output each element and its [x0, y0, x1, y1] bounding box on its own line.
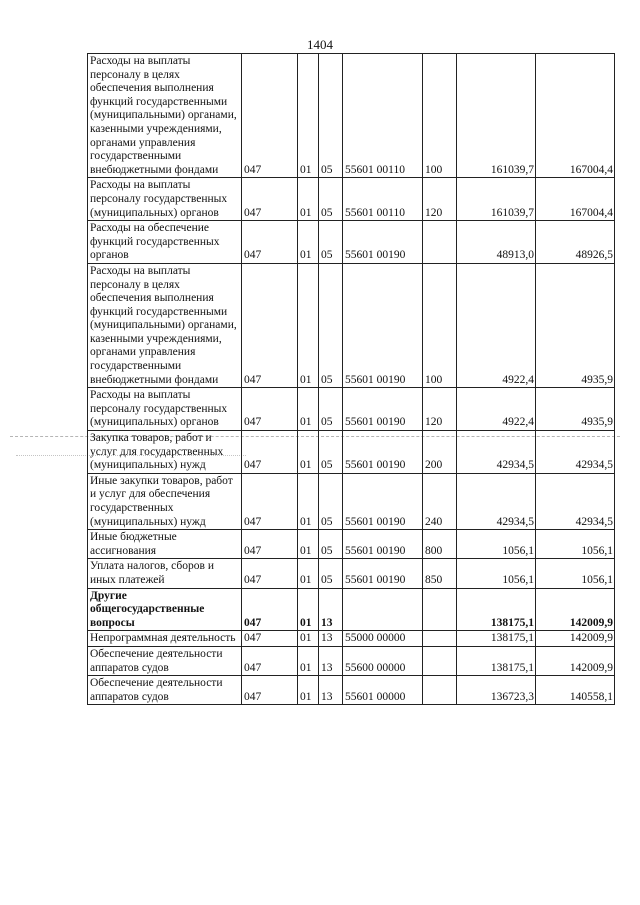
subsection-code-cell: 05	[319, 54, 343, 178]
expense-type-cell	[423, 631, 457, 647]
subsection-code-cell: 05	[319, 178, 343, 221]
sum-year-2-cell: 4935,9	[536, 263, 615, 387]
row-name-cell: Расходы на выплаты персоналу в целях обеспечения выполнения функций государственными (муниципальными) органами, казенными учреждениями, органами управления государственными внебюджетными фондами	[88, 54, 242, 178]
table-row	[88, 54, 615, 178]
target-article-cell: 55601 00190	[343, 473, 423, 529]
row-name-cell: Другие общегосударственные вопросы	[88, 588, 242, 631]
sum-year-1-cell: 4922,4	[457, 388, 536, 431]
sum-year-2-cell: 142009,9	[536, 588, 615, 631]
section-code-cell: 01	[298, 431, 319, 474]
section-code-cell: 01	[298, 54, 319, 178]
sum-year-2-cell: 142009,9	[536, 631, 615, 647]
section-code-cell: 01	[298, 530, 319, 559]
target-article-cell: 55000 00000	[343, 631, 423, 647]
section-code-cell: 01	[298, 388, 319, 431]
ministry-code-cell: 047	[242, 54, 298, 178]
sum-year-1-cell: 48913,0	[457, 221, 536, 264]
sum-year-1-cell: 161039,7	[457, 54, 536, 178]
ministry-code-cell: 047	[242, 559, 298, 588]
subsection-code-cell: 05	[319, 221, 343, 264]
subsection-code-cell: 05	[319, 431, 343, 474]
row-name-cell: Расходы на выплаты персоналу государственных (муниципальных) органов	[88, 178, 242, 221]
target-article-cell: 55601 00110	[343, 54, 423, 178]
sum-year-2-cell: 48926,5	[536, 221, 615, 264]
sum-year-2-cell: 42934,5	[536, 431, 615, 474]
subsection-code-cell: 05	[319, 473, 343, 529]
expense-type-cell: 240	[423, 473, 457, 529]
table-row	[88, 646, 615, 675]
sum-year-2-cell: 42934,5	[536, 473, 615, 529]
section-code-cell: 01	[298, 263, 319, 387]
sum-year-1-cell: 138175,1	[457, 588, 536, 631]
table-row	[88, 676, 615, 705]
row-name-cell: Обеспечение деятельности аппаратов судов	[88, 676, 242, 705]
ministry-code-cell: 047	[242, 646, 298, 675]
expense-type-cell: 100	[423, 54, 457, 178]
row-name-cell: Иные закупки товаров, работ и услуг для обеспечения государственных (муниципальных) нужд	[88, 473, 242, 529]
row-name-cell: Обеспечение деятельности аппаратов судов	[88, 646, 242, 675]
ministry-code-cell: 047	[242, 178, 298, 221]
table-row	[88, 473, 615, 529]
table-body	[88, 54, 615, 705]
expense-type-cell	[423, 588, 457, 631]
sum-year-1-cell: 42934,5	[457, 473, 536, 529]
section-code-cell: 01	[298, 676, 319, 705]
ministry-code-cell: 047	[242, 676, 298, 705]
subsection-code-cell: 05	[319, 388, 343, 431]
table-row	[88, 388, 615, 431]
expense-type-cell: 100	[423, 263, 457, 387]
sum-year-1-cell: 161039,7	[457, 178, 536, 221]
section-code-cell: 01	[298, 559, 319, 588]
table-row	[88, 588, 615, 631]
sum-year-1-cell: 1056,1	[457, 559, 536, 588]
subsection-code-cell: 13	[319, 676, 343, 705]
sum-year-2-cell: 142009,9	[536, 646, 615, 675]
ministry-code-cell: 047	[242, 588, 298, 631]
page-number: 1404	[307, 37, 333, 52]
target-article-cell: 55601 00190	[343, 221, 423, 264]
row-name-cell: Расходы на выплаты персоналу государственных (муниципальных) органов	[88, 388, 242, 431]
subsection-code-cell: 05	[319, 263, 343, 387]
row-name-cell: Расходы на обеспечение функций государственных органов	[88, 221, 242, 264]
row-name-cell: Уплата налогов, сборов и иных платежей	[88, 559, 242, 588]
table-row	[88, 631, 615, 647]
sum-year-2-cell: 1056,1	[536, 530, 615, 559]
sum-year-1-cell: 136723,3	[457, 676, 536, 705]
expense-type-cell	[423, 646, 457, 675]
ministry-code-cell: 047	[242, 221, 298, 264]
ministry-code-cell: 047	[242, 631, 298, 647]
target-article-cell: 55601 00190	[343, 530, 423, 559]
sum-year-2-cell: 1056,1	[536, 559, 615, 588]
sum-year-1-cell: 138175,1	[457, 631, 536, 647]
section-code-cell: 01	[298, 588, 319, 631]
ministry-code-cell: 047	[242, 263, 298, 387]
row-name-cell: Расходы на выплаты персоналу в целях обеспечения выполнения функций государственными (муниципальными) органами, казенными учреждениями, органами управления государственными внебюджетными фондами	[88, 263, 242, 387]
target-article-cell: 55601 00190	[343, 263, 423, 387]
subsection-code-cell: 13	[319, 631, 343, 647]
target-article-cell: 55601 00000	[343, 676, 423, 705]
section-code-cell: 01	[298, 178, 319, 221]
table-row	[88, 178, 615, 221]
target-article-cell: 55600 00000	[343, 646, 423, 675]
sum-year-1-cell: 42934,5	[457, 431, 536, 474]
target-article-cell: 55601 00190	[343, 388, 423, 431]
sum-year-2-cell: 167004,4	[536, 54, 615, 178]
subsection-code-cell: 05	[319, 559, 343, 588]
table-row	[88, 221, 615, 264]
section-code-cell: 01	[298, 221, 319, 264]
expense-type-cell	[423, 221, 457, 264]
table-row	[88, 431, 615, 474]
sum-year-2-cell: 167004,4	[536, 178, 615, 221]
expense-type-cell: 120	[423, 178, 457, 221]
sum-year-2-cell: 140558,1	[536, 676, 615, 705]
subsection-code-cell: 13	[319, 588, 343, 631]
expense-type-cell: 120	[423, 388, 457, 431]
row-name-cell: Закупка товаров, работ и услуг для государственных (муниципальных) нужд	[88, 431, 242, 474]
ministry-code-cell: 047	[242, 473, 298, 529]
target-article-cell: 55601 00110	[343, 178, 423, 221]
expense-type-cell	[423, 676, 457, 705]
sum-year-1-cell: 1056,1	[457, 530, 536, 559]
section-code-cell: 01	[298, 646, 319, 675]
target-article-cell: 55601 00190	[343, 431, 423, 474]
subsection-code-cell: 13	[319, 646, 343, 675]
section-code-cell: 01	[298, 473, 319, 529]
section-code-cell: 01	[298, 631, 319, 647]
row-name-cell: Иные бюджетные ассигнования	[88, 530, 242, 559]
subsection-code-cell: 05	[319, 530, 343, 559]
budget-table	[87, 53, 615, 705]
table-row	[88, 530, 615, 559]
table-row	[88, 263, 615, 387]
row-name-cell: Непрограммная деятельность	[88, 631, 242, 647]
target-article-cell: 55601 00190	[343, 559, 423, 588]
ministry-code-cell: 047	[242, 530, 298, 559]
sum-year-2-cell: 4935,9	[536, 388, 615, 431]
expense-type-cell: 200	[423, 431, 457, 474]
expense-type-cell: 850	[423, 559, 457, 588]
ministry-code-cell: 047	[242, 431, 298, 474]
ministry-code-cell: 047	[242, 388, 298, 431]
sum-year-1-cell: 4922,4	[457, 263, 536, 387]
expense-type-cell: 800	[423, 530, 457, 559]
sum-year-1-cell: 138175,1	[457, 646, 536, 675]
table-row	[88, 559, 615, 588]
target-article-cell	[343, 588, 423, 631]
